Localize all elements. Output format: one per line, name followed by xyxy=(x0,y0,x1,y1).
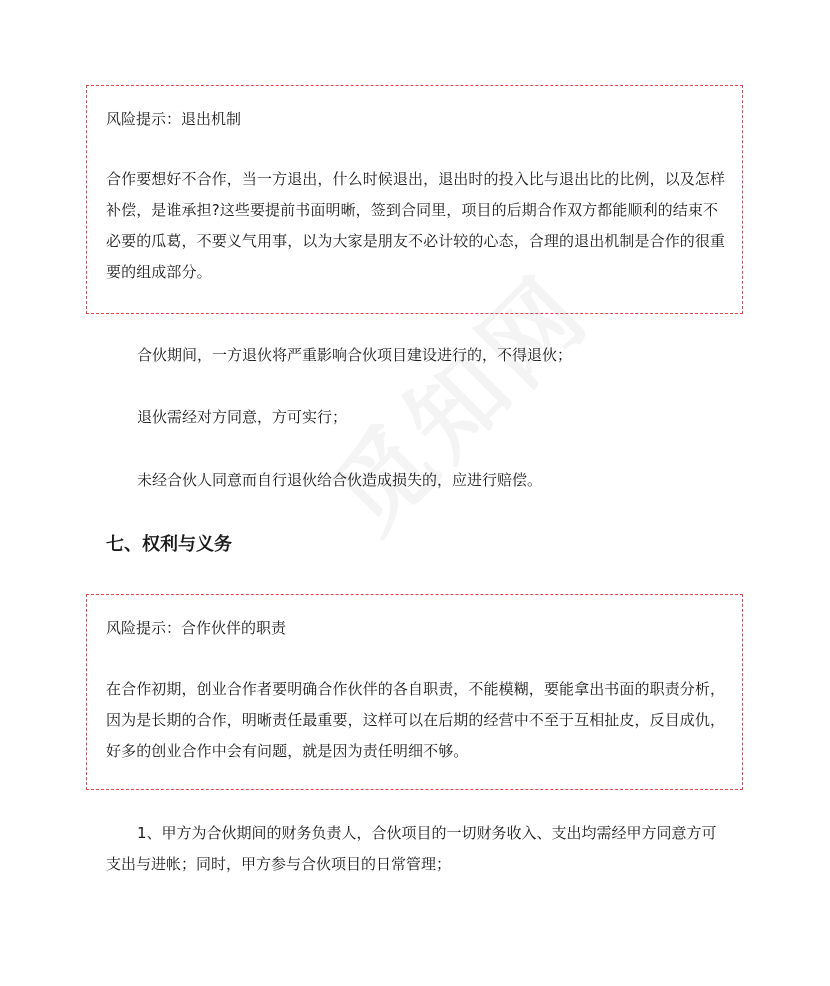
risk-box-exit-mechanism xyxy=(86,85,743,314)
risk-title: 风险提示：退出机制 xyxy=(106,110,242,128)
duty-paragraph: 1、甲方为合伙期间的财务负责人，合伙项目的一切财务收入、支出均需经甲方同意方可支出与进帐；同时，甲方参与合伙项目的日常管理； xyxy=(106,824,717,873)
risk-title: 风险提示：合作伙伴的职责 xyxy=(106,619,287,637)
risk-body: 在合作初期，创业合作者要明确合作伙伴的各自职责，不能模糊，要能拿出书面的职责分析，因为是长期的合作，明晰责任最重要，这样可以在后期的经营中不至于互相扯皮，反目成仇，好多的创业合作中会有问题，就是因为责任明细不够。 xyxy=(106,680,726,760)
section-heading: 七、权利与义务 xyxy=(106,534,232,555)
clause-consent: 退伙需经对方同意，方可实行； xyxy=(137,408,348,426)
clause-compensation: 未经合伙人同意而自行退伙给合伙造成损失的，应进行赔偿。 xyxy=(137,471,543,489)
risk-body: 合作要想好不合作，当一方退出，什么时候退出，退出时的投入比与退出比的比例，以及怎样补偿，是谁承担?这些要提前书面明晰，签到合同里，项目的后期合作双方都能顺利的结束不必要的瓜葛，不要义气用事，以为大家是朋友不必计较的心态，合理的退出机制是合作的很重要的组成部分。 xyxy=(106,170,726,281)
risk-box-partner-duties xyxy=(86,594,743,790)
clause-no-withdrawal: 合伙期间，一方退伙将严重影响合伙项目建设进行的，不得退伙； xyxy=(137,346,573,364)
